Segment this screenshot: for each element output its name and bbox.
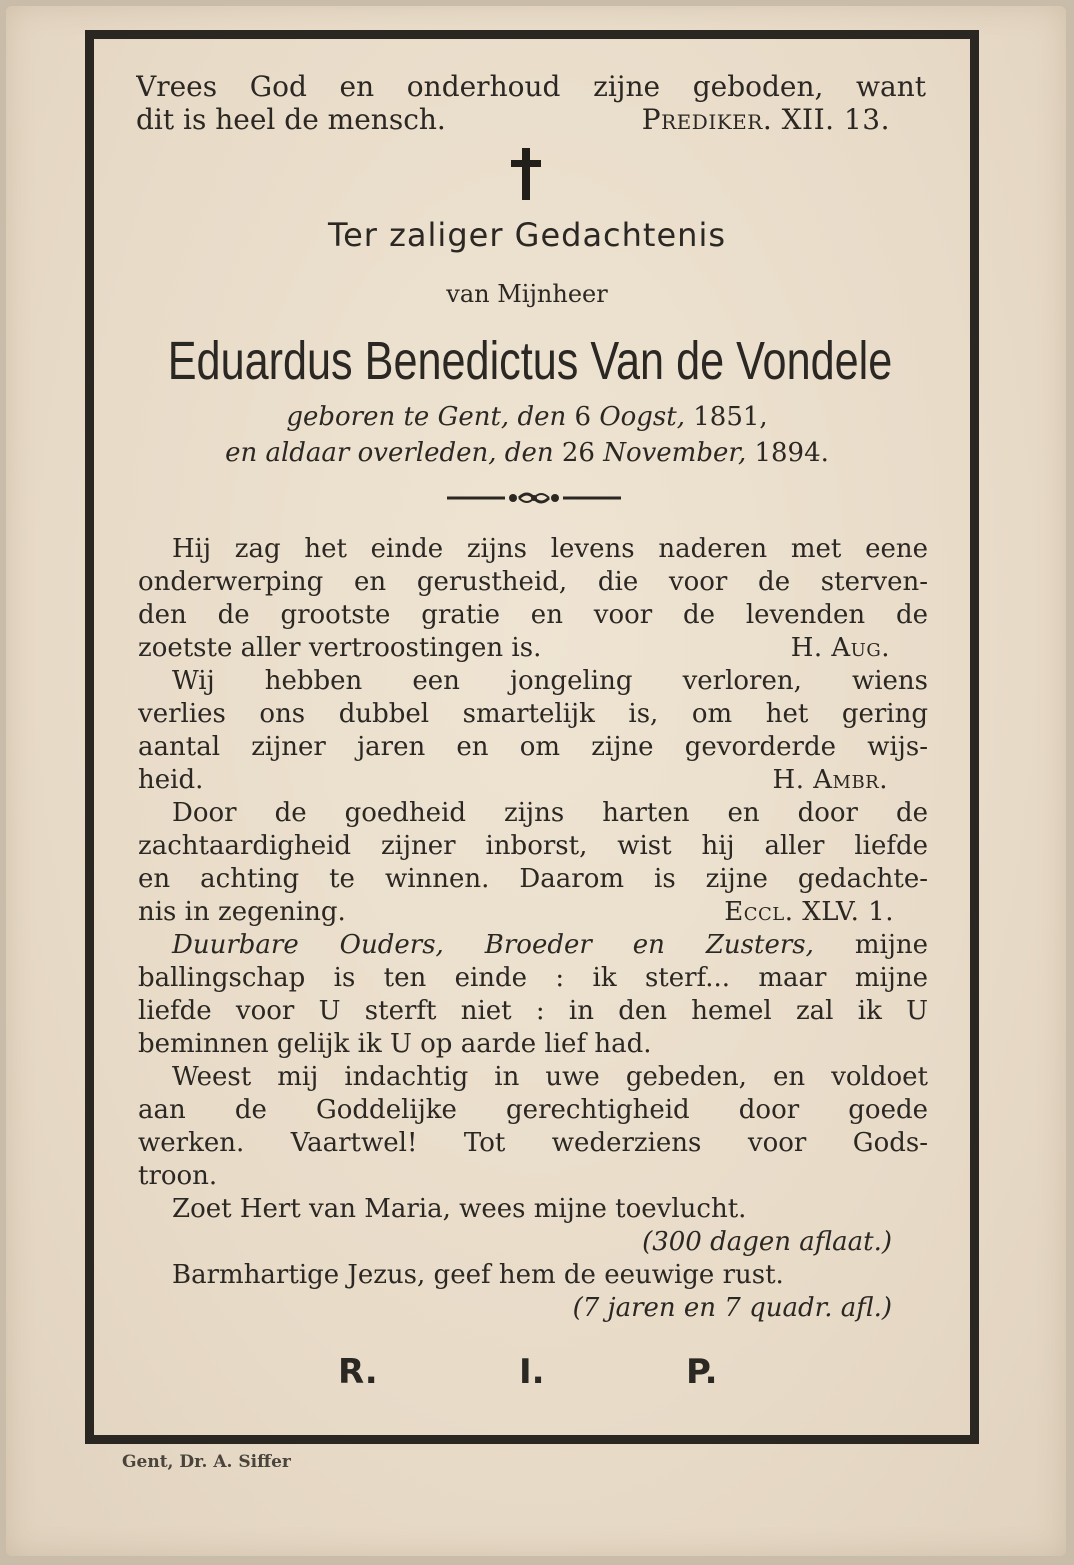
quote-line-2-text: dit is heel de mensch. <box>136 103 446 136</box>
p4-line-3: liefde voor U sterft niet : in den hemel zal ik U <box>138 996 928 1026</box>
quote-reference: Prediker. XII. 13. <box>641 103 890 136</box>
p1-line-2: onderwerping en gerustheid, die voor de sterven- <box>138 567 928 597</box>
p1-line-1: Hij zag het einde zijns levens naderen met eene <box>172 534 928 564</box>
scroll-divider-icon <box>445 488 623 508</box>
quote-line-1: Vrees God en onderhoud zijne geboden, want <box>136 70 926 103</box>
body-text <box>138 533 928 1325</box>
p4-line-2: ballingschap is ten einde : ik sterf... maar mijne <box>138 963 928 993</box>
p5-line-4: troon. <box>138 1161 218 1191</box>
prayer-2: Barmhartige Jezus, geef hem de eeuwige rust. <box>172 1260 784 1290</box>
deceased-name: Eduardus Benedictus Van de Vondele <box>167 331 893 391</box>
p5-line-2: aan de Goddelijke gerechtigheid door goede <box>138 1095 928 1125</box>
p5-line-3: werken. Vaartwel! Tot wederziens voor Gods- <box>138 1128 928 1158</box>
prayer-1: Zoet Hert van Maria, wees mijne toevlucht. <box>172 1194 747 1224</box>
birth-italic-1: geboren te Gent, <box>286 402 510 432</box>
rip-i: I. <box>519 1352 545 1392</box>
rip-r: R. <box>338 1352 378 1392</box>
honorific: van Mijnheer <box>446 280 608 308</box>
birth-line <box>0 402 1054 432</box>
p2-line-1: Wij hebben een jongeling verloren, wiens <box>172 666 928 696</box>
prayer-2-indulgence: (7 jaren en 7 quadr. afl.) <box>572 1293 892 1323</box>
death-line <box>0 438 1054 468</box>
p4-line-1-rest: mijne <box>854 930 928 960</box>
birth-day: 6 <box>574 402 592 432</box>
birth-italic-2: den <box>517 402 567 432</box>
rip-p: P. <box>686 1352 718 1392</box>
p4-line-4: beminnen gelijk ik U op aarde lief had. <box>138 1029 652 1059</box>
p2-reference: H. Ambr. <box>772 765 888 795</box>
printer-imprint: Gent, Dr. A. Siffer <box>122 1452 291 1472</box>
death-day: 26 <box>561 438 595 468</box>
birth-month: Oogst, <box>599 402 685 432</box>
p1-line-4-text: zoetste aller vertroostingen is. <box>138 633 542 663</box>
p1-line-3: den de grootste gratie en voor de levenden de <box>138 600 928 630</box>
death-month: November, <box>603 438 747 468</box>
death-italic-1: en aldaar overleden, <box>225 438 497 468</box>
header-quote <box>136 70 926 136</box>
p3-line-2: zachtaardigheid zijner inborst, wist hij aller liefde <box>138 831 928 861</box>
death-year: 1894. <box>754 438 829 468</box>
card-title: Ter zaliger Gedachtenis <box>328 216 726 254</box>
p2-line-3: aantal zijner jaren en om zijne gevorderde wijs- <box>138 732 928 762</box>
p4-line-1 <box>138 929 928 962</box>
p3-line-4 <box>138 896 928 929</box>
latin-cross-icon <box>511 148 541 200</box>
p3-reference: Eccl. XLV. 1. <box>724 897 894 927</box>
death-italic-2: den <box>504 438 554 468</box>
p2-line-4 <box>138 764 928 797</box>
p1-reference: H. Aug. <box>790 633 890 663</box>
prayer-1-indulgence: (300 dagen aflaat.) <box>642 1227 892 1257</box>
p2-line-2: verlies ons dubbel smartelijk is, om het gering <box>138 699 928 729</box>
p5-line-1: Weest mij indachtig in uwe gebeden, en voldoet <box>172 1062 928 1092</box>
birth-year: 1851, <box>693 402 768 432</box>
p3-line-3: en achting te winnen. Daarom is zijne gedachte- <box>138 864 928 894</box>
p4-line-1-italic: Duurbare Ouders, Broeder en Zusters, <box>172 930 814 960</box>
p3-line-4-text: nis in zegening. <box>138 897 346 927</box>
p1-line-4 <box>138 632 928 665</box>
quote-line-2 <box>136 103 926 136</box>
p3-line-1: Door de goedheid zijns harten en door de <box>172 798 928 828</box>
p2-line-4-text: heid. <box>138 765 204 795</box>
